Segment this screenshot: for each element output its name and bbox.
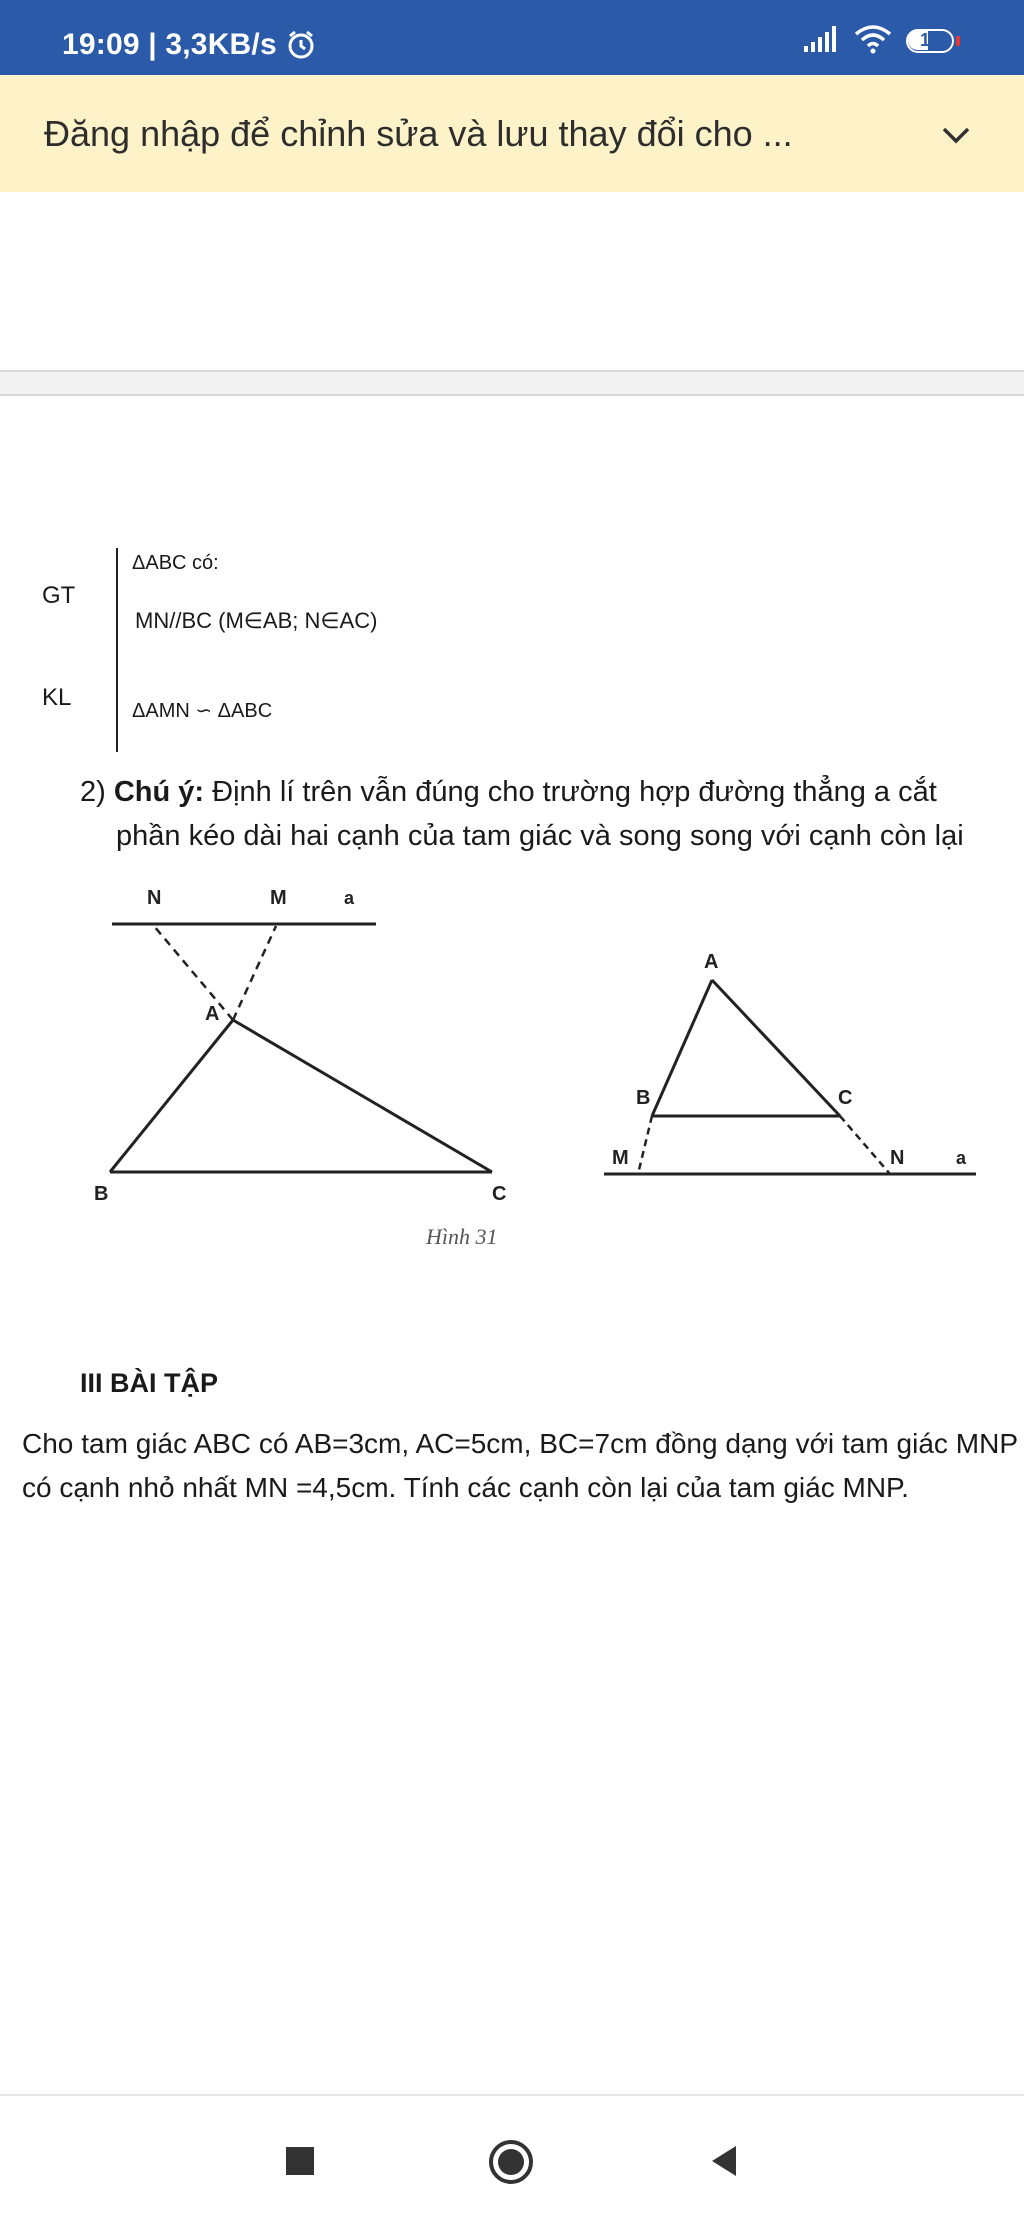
- status-time: 19:09 | 3,3KB/s: [62, 28, 277, 61]
- label-n-left: N: [147, 887, 162, 909]
- battery-level: 17: [919, 30, 941, 50]
- label-a-vertex-left: A: [205, 1003, 220, 1025]
- label-m-left: M: [270, 887, 287, 909]
- theorem-divider: [116, 548, 118, 752]
- battery-icon: [906, 29, 960, 53]
- extension-bm: [638, 1116, 652, 1174]
- label-b-left: B: [94, 1183, 109, 1205]
- kl-line: ΔAMN ∽ ΔABC: [132, 700, 273, 722]
- label-b-right: B: [636, 1087, 651, 1109]
- note-text-2: phần kéo dài hai cạnh của tam giác và song song với cạnh còn lại: [116, 820, 964, 852]
- note-paragraph: [80, 770, 1010, 858]
- geometry-figure: [0, 868, 1024, 1268]
- segment-ac-right: [712, 980, 840, 1116]
- back-icon[interactable]: [700, 2136, 750, 2186]
- label-a-line-right: a: [956, 1148, 967, 1168]
- status-bar: [0, 0, 1024, 75]
- alarm-icon: [286, 30, 316, 65]
- section-heading: III BÀI TẬP: [80, 1368, 219, 1398]
- right-figure: [604, 951, 976, 1174]
- gt-line-1: ΔABC có:: [132, 552, 219, 574]
- label-a-right: A: [704, 951, 719, 973]
- note-number: 2): [80, 776, 106, 808]
- chevron-down-icon[interactable]: [936, 121, 976, 151]
- label-c-right: C: [838, 1087, 853, 1109]
- segment-ab-right: [652, 980, 712, 1116]
- gt-label: GT: [42, 582, 76, 609]
- wifi-icon: [854, 24, 892, 59]
- recents-icon[interactable]: [275, 2136, 325, 2186]
- extension-am: [233, 926, 276, 1020]
- banner-text: Đăng nhập để chỉnh sửa và lưu thay đổi cho ...: [44, 113, 793, 154]
- label-c-left: C: [492, 1183, 507, 1205]
- segment-ac: [233, 1020, 492, 1172]
- login-banner[interactable]: [0, 75, 1024, 192]
- note-bold: Chú ý:: [113, 776, 205, 808]
- label-m-right: M: [612, 1147, 629, 1169]
- section-divider: [0, 370, 1024, 396]
- gt-line-2: MN//BC (M∈AB; N∈AC): [135, 608, 378, 633]
- extension-an: [154, 926, 233, 1020]
- note-text-1: Định lí trên vẫn đúng cho trường hợp đường thẳng a cắt: [212, 776, 937, 808]
- segment-ab: [110, 1020, 233, 1172]
- signal-icon: [804, 26, 840, 57]
- label-n-right: N: [890, 1147, 905, 1169]
- home-icon[interactable]: [485, 2136, 535, 2186]
- label-a-line-left: a: [344, 888, 355, 908]
- left-figure: [94, 887, 506, 1249]
- figure-caption: Hình 31: [426, 1224, 498, 1249]
- kl-label: KL: [42, 684, 72, 711]
- extension-cn: [840, 1116, 890, 1174]
- exercise-text: Cho tam giác ABC có AB=3cm, AC=5cm, BC=7cm đồng dạng với tam giác MNP có cạnh nhỏ nhất MN =4,5cm. Tính các cạnh còn lại của tam giác MNP.: [22, 1428, 1018, 1503]
